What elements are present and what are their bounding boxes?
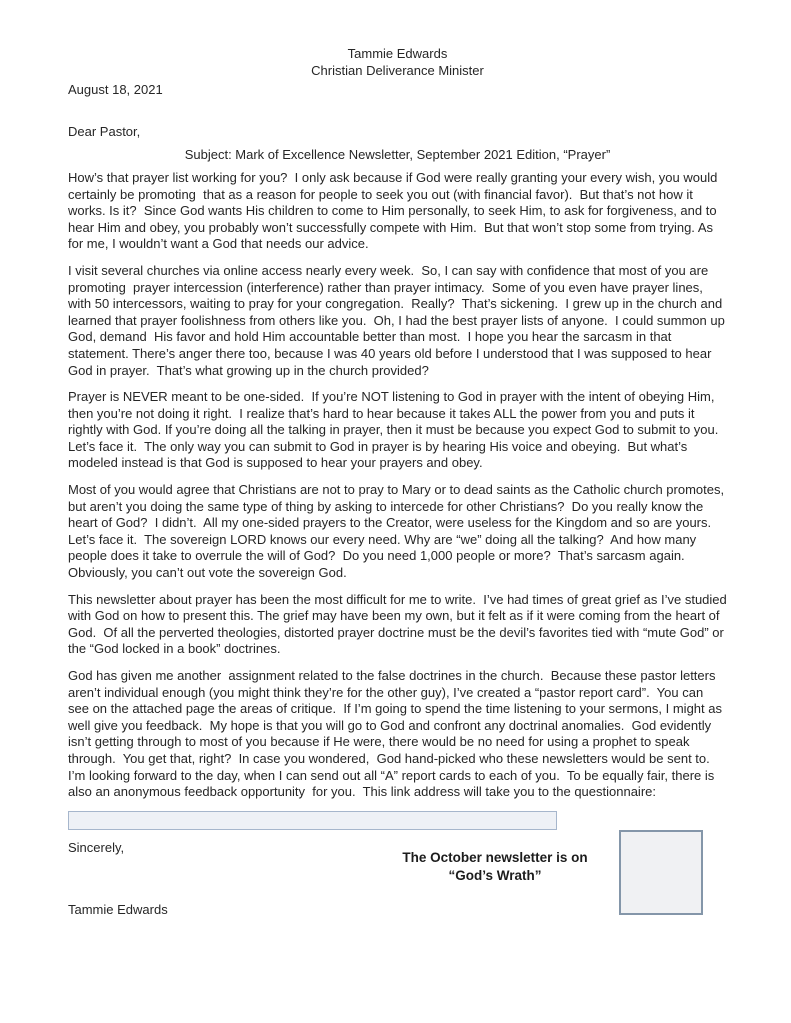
- letter-body: [68, 169, 732, 801]
- october-newsletter-note: [380, 849, 610, 885]
- attachment-placeholder-box: [619, 830, 703, 915]
- paragraph-6: God has given me another assignment related to the false doctrines in the church. Because these pastor letters aren’t individual enough (you might think they’re for the other guy), I’ve created a “pastor report card”. You can see on the attached page the areas of critique. If I’m going to spend the time listening to your sermons, I might as well give you feedback. My hope is that you will go to God and confront any doctrinal anomalies. God evidently isn’t getting through to most of you because if He were, there would be no need for using a prophet to speak through. You get that, right? In case you wondered, God hand-picked who these newsletters would be sent to. I’m looking forward to the day, when I can send out all “A” report cards to each of you. To be equally fair, there is also an anonymous feedback opportunity for you. This link address will take you to the questionnaire:: [68, 668, 726, 800]
- sender-name: Tammie Edwards: [347, 46, 448, 61]
- paragraph-2: I visit several churches via online access nearly every week. So, I can say with confidence that most of you are promoting prayer intercession (interference) rather than prayer intimacy. Some of you even have prayer lines, with 50 intercessors, waiting to pray for your congregation. Really? That’s sickening. I grew up in the church and learned that prayer foolishness from others like you. Oh, I had the best prayer lists of anyone. I could summon up God, demand His favor and hold Him accountable better than most. I hope you hear the sarcasm in that statement. There’s anger there too, because I was 40 years old before I understood that I was supposed to hear God in prayer. That’s what growing up in the church provided?: [68, 262, 729, 378]
- signature-name: Tammie Edwards: [68, 901, 168, 917]
- october-note-line2: “God’s Wrath”: [448, 867, 542, 883]
- paragraph-4: Most of you would agree that Christians are not to pray to Mary or to dead saints as the Catholic church promotes, but aren’t you doing the same type of thing by asking to intercede for other Christians? Do you really know the heart of God? I didn’t. All my one-sided prayers to the Creator, were useless for the Kingdom and so are yours. Let’s face it. The sovereign LORD knows our every need. Why are “we” doing all the talking? And how many people does it take to overrule the will of God? Do you need 1,000 people or more? That’s sarcasm again. Obviously, you can’t out vote the sovereign God.: [68, 482, 732, 581]
- salutation: Dear Pastor,: [68, 123, 141, 139]
- paragraph-5: This newsletter about prayer has been the most difficult for me to write. I’ve had times of great grief as I’ve studied with God on how to present this. The grief may have been my own, but it felt as if it were coming from the heart of God. Of all the perverted theologies, distorted prayer doctrine must be the devil’s favorites tied with “mute God” or the “God locked in a book” doctrines.: [68, 591, 731, 657]
- letter-date: August 18, 2021: [68, 82, 163, 98]
- questionnaire-link-input[interactable]: [68, 811, 557, 830]
- paragraph-1: How’s that prayer list working for you? I only ask because if God were really granting your every wish, you would certainly be promoting that as a reason for people to seek you out (with financial favor). But that’s not how it works. Is it? Since God wants His children to come to Him personally, to seek Him, to ask for forgiveness, and to hear Him and obey, you probably won’t successfully compete with Him. But that won’t stop some from trying. As for me, I wouldn’t want a God that needs our advice.: [68, 169, 721, 252]
- closing: Sincerely,: [68, 839, 125, 855]
- letter-footer: [68, 832, 727, 972]
- paragraph-3: Prayer is NEVER meant to be one-sided. If you’re NOT listening to God in prayer with the intent of obeying Him, then you’re not doing it right. I realize that’s hard to hear because it takes ALL the power from you and puts it rightly with God. If you’re doing all the talking in prayer, then it must be because you expect God to submit to you. Let’s face it. The only way you can submit to God in prayer is by hearing His voice and obeying. But what’s modeled instead is that God is supposed to hear your prayers and obey.: [68, 389, 726, 471]
- subject-line: Subject: Mark of Excellence Newsletter, September 2021 Edition, “Prayer”: [184, 147, 611, 163]
- october-note-line1: The October newsletter is on: [402, 849, 588, 865]
- sender-title: Christian Deliverance Minister: [311, 62, 484, 78]
